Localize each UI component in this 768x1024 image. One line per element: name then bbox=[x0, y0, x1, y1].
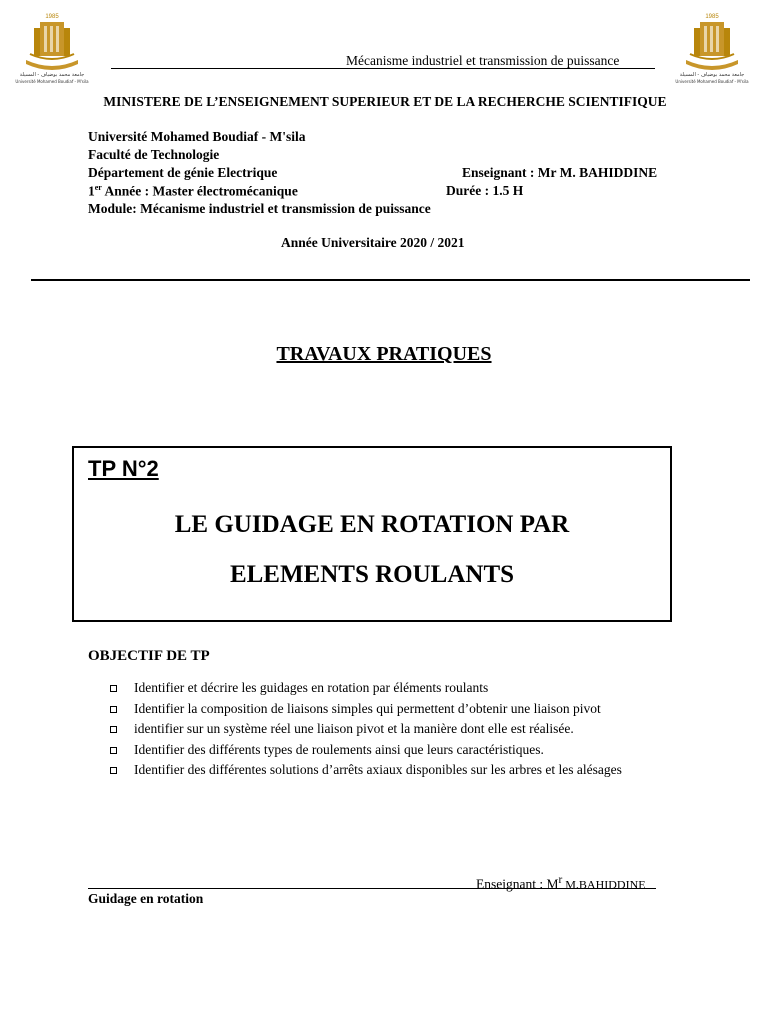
academic-year: Année Universitaire 2020 / 2021 bbox=[281, 235, 465, 250]
header-rule bbox=[111, 68, 655, 69]
module-name: Module: Mécanisme industriel et transmission de puissance bbox=[88, 201, 431, 216]
section-separator bbox=[31, 279, 750, 281]
logo-arabic-text: جامعة محمد بوضياف - المسيلة bbox=[19, 72, 85, 78]
footer-teacher bbox=[476, 874, 646, 893]
objective-text: Identifier la composition de liaisons simples qui permettent d’obtenir une liaison pivot bbox=[134, 700, 601, 716]
study-year-program: Année : Master électromécanique bbox=[101, 183, 298, 199]
checkbox-bullet-icon bbox=[110, 747, 117, 754]
exam-duration: Durée : 1.5 H bbox=[446, 183, 524, 198]
list-item bbox=[110, 760, 622, 781]
ministry-title: MINISTERE DE L’ENSEIGNEMENT SUPERIEUR ET DE LA RECHERCHE SCIENTIFIQUE bbox=[103, 94, 667, 109]
study-year-suffix: er bbox=[94, 183, 102, 192]
university-building-icon bbox=[680, 14, 744, 74]
objective-text: Identifier des différents types de roulements ainsi que leurs caractéristiques. bbox=[134, 741, 544, 757]
checkbox-bullet-icon bbox=[110, 726, 117, 733]
objectives-list bbox=[110, 678, 622, 781]
list-item bbox=[110, 740, 622, 761]
list-item bbox=[110, 678, 622, 699]
footer-rule bbox=[88, 888, 656, 889]
list-item bbox=[110, 699, 622, 720]
logo-year: 1985 bbox=[45, 14, 59, 20]
footer-teacher-suffix: r bbox=[558, 874, 563, 886]
university-name: Université Mohamed Boudiaf - M'sila bbox=[88, 129, 306, 144]
tp-title-line-2: ELEMENTS ROULANTS bbox=[229, 561, 515, 588]
tp-main-title bbox=[72, 500, 672, 600]
logo-latin-text: Université Mohamed Boudiaf - M'sila bbox=[675, 79, 749, 84]
tp-number: TP N°2 bbox=[88, 456, 159, 481]
objectives-heading: OBJECTIF DE TP bbox=[88, 648, 210, 664]
teacher-label: Enseignant : Mr M. BAHIDDINE bbox=[462, 165, 658, 180]
footer-teacher-prefix: Enseignant : M bbox=[476, 876, 559, 892]
logo-latin-text: Université Mohamed Boudiaf - M'sila bbox=[15, 79, 89, 84]
university-building-icon bbox=[20, 14, 84, 74]
checkbox-bullet-icon bbox=[110, 767, 117, 774]
footer-section-title: Guidage en rotation bbox=[88, 891, 204, 906]
study-year-number: 1 bbox=[88, 183, 95, 199]
checkbox-bullet-icon bbox=[110, 685, 117, 692]
checkbox-bullet-icon bbox=[110, 706, 117, 713]
faculty-name: Faculté de Technologie bbox=[88, 147, 220, 162]
objective-text: identifier sur un système réel une liaison pivot et la manière dont elle est réalisée. bbox=[134, 721, 574, 736]
list-item bbox=[110, 719, 622, 740]
university-logo-left bbox=[15, 14, 89, 86]
objective-text: Identifier et décrire les guidages en rotation par éléments roulants bbox=[134, 680, 489, 695]
objective-text: Identifier des différentes solutions d’arrêts axiaux disponibles sur les arbres et les alésages bbox=[134, 762, 622, 777]
practical-work-heading: TRAVAUX PRATIQUES bbox=[276, 343, 492, 365]
department-name: Département de génie Electrique bbox=[88, 165, 278, 180]
logo-arabic-text: جامعة محمد بوضياف - المسيلة bbox=[679, 72, 745, 78]
running-header-title: Mécanisme industriel et transmission de puissance bbox=[346, 53, 620, 68]
footer-teacher-name: M.BAHIDDINE bbox=[562, 877, 646, 892]
study-year bbox=[88, 183, 298, 200]
logo-year: 1985 bbox=[705, 14, 719, 20]
tp-title-line-1: LE GUIDAGE EN ROTATION PAR bbox=[174, 511, 570, 538]
university-logo-right bbox=[675, 14, 749, 86]
